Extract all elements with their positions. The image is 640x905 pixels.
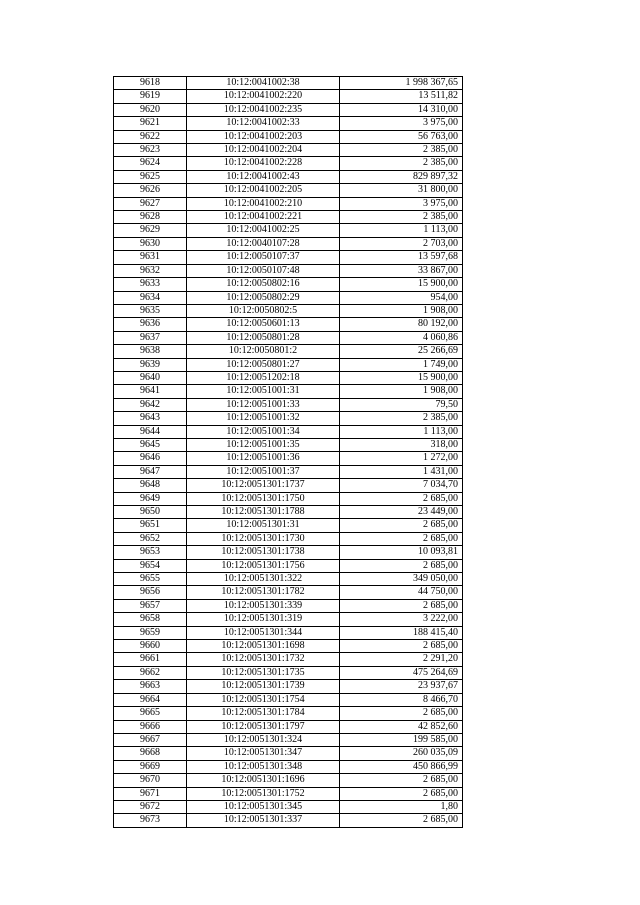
- table-row: [114, 707, 463, 720]
- cadastral-number-cell: 10:12:0051001:37: [187, 465, 340, 478]
- row-number-cell: 9656: [114, 586, 187, 599]
- table-row: [114, 733, 463, 746]
- amount-cell: 15 900,00: [340, 278, 463, 291]
- row-number-cell: 9654: [114, 559, 187, 572]
- row-number-cell: 9668: [114, 747, 187, 760]
- row-number-cell: 9661: [114, 653, 187, 666]
- cadastral-number-cell: 10:12:0041002:38: [187, 77, 340, 90]
- table-row: [114, 720, 463, 733]
- table-row: [114, 506, 463, 519]
- table-row: [114, 814, 463, 827]
- amount-cell: 2 385,00: [340, 144, 463, 157]
- table-row: [114, 224, 463, 237]
- amount-cell: 44 750,00: [340, 586, 463, 599]
- amount-cell: 56 763,00: [340, 130, 463, 143]
- table-row: [114, 90, 463, 103]
- table-row: [114, 787, 463, 800]
- table-row: [114, 385, 463, 398]
- amount-cell: 318,00: [340, 438, 463, 451]
- cadastral-number-cell: 10:12:0051301:1754: [187, 693, 340, 706]
- amount-cell: 2 685,00: [340, 814, 463, 827]
- table-row: [114, 747, 463, 760]
- cadastral-number-cell: 10:12:0041002:33: [187, 117, 340, 130]
- row-number-cell: 9637: [114, 331, 187, 344]
- table-row: [114, 170, 463, 183]
- cadastral-number-cell: 10:12:0051301:1782: [187, 586, 340, 599]
- cadastral-number-cell: 10:12:0051301:1735: [187, 666, 340, 679]
- table-row: [114, 291, 463, 304]
- row-number-cell: 9669: [114, 760, 187, 773]
- table-row: [114, 492, 463, 505]
- cadastral-number-cell: 10:12:0051001:33: [187, 398, 340, 411]
- row-number-cell: 9667: [114, 733, 187, 746]
- table-row: [114, 653, 463, 666]
- cadastral-number-cell: 10:12:0041002:25: [187, 224, 340, 237]
- row-number-cell: 9624: [114, 157, 187, 170]
- row-number-cell: 9643: [114, 412, 187, 425]
- cadastral-number-cell: 10:12:0041002:204: [187, 144, 340, 157]
- cadastral-number-cell: 10:12:0051301:1739: [187, 680, 340, 693]
- cadastral-number-cell: 10:12:0051301:1797: [187, 720, 340, 733]
- row-number-cell: 9672: [114, 800, 187, 813]
- row-number-cell: 9664: [114, 693, 187, 706]
- row-number-cell: 9658: [114, 613, 187, 626]
- cadastral-number-cell: 10:12:0041002:210: [187, 197, 340, 210]
- row-number-cell: 9663: [114, 680, 187, 693]
- amount-cell: 1 272,00: [340, 452, 463, 465]
- table-row: [114, 144, 463, 157]
- table-row: [114, 425, 463, 438]
- amount-cell: 2 685,00: [340, 774, 463, 787]
- row-number-cell: 9619: [114, 90, 187, 103]
- table-row: [114, 398, 463, 411]
- amount-cell: 1 431,00: [340, 465, 463, 478]
- table-row: [114, 412, 463, 425]
- row-number-cell: 9651: [114, 519, 187, 532]
- amount-cell: 2 385,00: [340, 412, 463, 425]
- cadastral-number-cell: 10:12:0051301:348: [187, 760, 340, 773]
- row-number-cell: 9630: [114, 237, 187, 250]
- amount-cell: 7 034,70: [340, 479, 463, 492]
- table-row: [114, 251, 463, 264]
- cadastral-number-cell: 10:12:0050801:27: [187, 358, 340, 371]
- amount-cell: 1 113,00: [340, 224, 463, 237]
- table-row: [114, 532, 463, 545]
- table-row: [114, 278, 463, 291]
- table-row: [114, 774, 463, 787]
- table-row: [114, 358, 463, 371]
- cadastral-number-cell: 10:12:0051301:1788: [187, 506, 340, 519]
- cadastral-number-cell: 10:12:0051301:324: [187, 733, 340, 746]
- amount-cell: 2 685,00: [340, 599, 463, 612]
- row-number-cell: 9631: [114, 251, 187, 264]
- amount-cell: 23 937,67: [340, 680, 463, 693]
- row-number-cell: 9633: [114, 278, 187, 291]
- cadastral-number-cell: 10:12:0041002:43: [187, 170, 340, 183]
- cadastral-number-cell: 10:12:0050802:5: [187, 304, 340, 317]
- amount-cell: 829 897,32: [340, 170, 463, 183]
- cadastral-value-table: [113, 76, 463, 828]
- cadastral-number-cell: 10:12:0050801:2: [187, 345, 340, 358]
- amount-cell: 349 050,00: [340, 573, 463, 586]
- table-row: [114, 304, 463, 317]
- amount-cell: 33 867,00: [340, 264, 463, 277]
- amount-cell: 3 975,00: [340, 117, 463, 130]
- amount-cell: 13 597,68: [340, 251, 463, 264]
- row-number-cell: 9621: [114, 117, 187, 130]
- cadastral-number-cell: 10:12:0051301:1784: [187, 707, 340, 720]
- table-row: [114, 800, 463, 813]
- amount-cell: 1,80: [340, 800, 463, 813]
- row-number-cell: 9618: [114, 77, 187, 90]
- table-row: [114, 599, 463, 612]
- row-number-cell: 9625: [114, 170, 187, 183]
- cadastral-number-cell: 10:12:0051001:35: [187, 438, 340, 451]
- table-row: [114, 479, 463, 492]
- table-row: [114, 452, 463, 465]
- row-number-cell: 9623: [114, 144, 187, 157]
- table-row: [114, 519, 463, 532]
- row-number-cell: 9648: [114, 479, 187, 492]
- row-number-cell: 9629: [114, 224, 187, 237]
- cadastral-number-cell: 10:12:0051001:34: [187, 425, 340, 438]
- table-row: [114, 103, 463, 116]
- cadastral-number-cell: 10:12:0051301:31: [187, 519, 340, 532]
- amount-cell: 25 266,69: [340, 345, 463, 358]
- cadastral-number-cell: 10:12:0051301:347: [187, 747, 340, 760]
- amount-cell: 14 310,00: [340, 103, 463, 116]
- row-number-cell: 9632: [114, 264, 187, 277]
- amount-cell: 3 975,00: [340, 197, 463, 210]
- table-row: [114, 546, 463, 559]
- table-row: [114, 184, 463, 197]
- row-number-cell: 9655: [114, 573, 187, 586]
- table-row: [114, 573, 463, 586]
- cadastral-number-cell: 10:12:0051301:1732: [187, 653, 340, 666]
- cadastral-number-cell: 10:12:0051301:1696: [187, 774, 340, 787]
- table-row: [114, 345, 463, 358]
- cadastral-number-cell: 10:12:0040107:28: [187, 237, 340, 250]
- row-number-cell: 9642: [114, 398, 187, 411]
- table-row: [114, 264, 463, 277]
- row-number-cell: 9671: [114, 787, 187, 800]
- row-number-cell: 9646: [114, 452, 187, 465]
- cadastral-number-cell: 10:12:0050107:48: [187, 264, 340, 277]
- amount-cell: 260 035,09: [340, 747, 463, 760]
- amount-cell: 2 685,00: [340, 640, 463, 653]
- table-row: [114, 130, 463, 143]
- table-row: [114, 197, 463, 210]
- table-row: [114, 117, 463, 130]
- amount-cell: 2 685,00: [340, 707, 463, 720]
- table-row: [114, 640, 463, 653]
- row-number-cell: 9639: [114, 358, 187, 371]
- row-number-cell: 9626: [114, 184, 187, 197]
- cadastral-number-cell: 10:12:0051202:18: [187, 371, 340, 384]
- row-number-cell: 9627: [114, 197, 187, 210]
- cadastral-number-cell: 10:12:0041002:228: [187, 157, 340, 170]
- row-number-cell: 9645: [114, 438, 187, 451]
- amount-cell: 80 192,00: [340, 318, 463, 331]
- cadastral-number-cell: 10:12:0051301:344: [187, 626, 340, 639]
- amount-cell: 13 511,82: [340, 90, 463, 103]
- amount-cell: 4 060,86: [340, 331, 463, 344]
- row-number-cell: 9644: [114, 425, 187, 438]
- cadastral-number-cell: 10:12:0051301:1737: [187, 479, 340, 492]
- amount-cell: 199 585,00: [340, 733, 463, 746]
- amount-cell: 1 908,00: [340, 385, 463, 398]
- cadastral-number-cell: 10:12:0050601:13: [187, 318, 340, 331]
- row-number-cell: 9628: [114, 211, 187, 224]
- amount-cell: 954,00: [340, 291, 463, 304]
- row-number-cell: 9673: [114, 814, 187, 827]
- amount-cell: 3 222,00: [340, 613, 463, 626]
- row-number-cell: 9635: [114, 304, 187, 317]
- cadastral-number-cell: 10:12:0050801:28: [187, 331, 340, 344]
- amount-cell: 2 385,00: [340, 211, 463, 224]
- table-body: [114, 77, 463, 828]
- row-number-cell: 9666: [114, 720, 187, 733]
- table-row: [114, 760, 463, 773]
- cadastral-number-cell: 10:12:0051301:1738: [187, 546, 340, 559]
- row-number-cell: 9636: [114, 318, 187, 331]
- amount-cell: 23 449,00: [340, 506, 463, 519]
- amount-cell: 2 385,00: [340, 157, 463, 170]
- amount-cell: 2 685,00: [340, 519, 463, 532]
- row-number-cell: 9652: [114, 532, 187, 545]
- amount-cell: 2 685,00: [340, 532, 463, 545]
- row-number-cell: 9640: [114, 371, 187, 384]
- amount-cell: 10 093,81: [340, 546, 463, 559]
- table-row: [114, 626, 463, 639]
- cadastral-number-cell: 10:12:0041002:235: [187, 103, 340, 116]
- cadastral-number-cell: 10:12:0041002:205: [187, 184, 340, 197]
- table-row: [114, 438, 463, 451]
- row-number-cell: 9649: [114, 492, 187, 505]
- amount-cell: 2 685,00: [340, 787, 463, 800]
- cadastral-number-cell: 10:12:0051301:345: [187, 800, 340, 813]
- row-number-cell: 9647: [114, 465, 187, 478]
- amount-cell: 1 749,00: [340, 358, 463, 371]
- amount-cell: 79,50: [340, 398, 463, 411]
- row-number-cell: 9665: [114, 707, 187, 720]
- amount-cell: 450 866,99: [340, 760, 463, 773]
- cadastral-number-cell: 10:12:0051301:337: [187, 814, 340, 827]
- amount-cell: 15 900,00: [340, 371, 463, 384]
- amount-cell: 8 466,70: [340, 693, 463, 706]
- amount-cell: 2 291,20: [340, 653, 463, 666]
- cadastral-number-cell: 10:12:0041002:221: [187, 211, 340, 224]
- table-row: [114, 613, 463, 626]
- cadastral-number-cell: 10:12:0050107:37: [187, 251, 340, 264]
- table-row: [114, 559, 463, 572]
- amount-cell: 475 264,69: [340, 666, 463, 679]
- table-row: [114, 318, 463, 331]
- table-row: [114, 331, 463, 344]
- row-number-cell: 9670: [114, 774, 187, 787]
- amount-cell: 2 685,00: [340, 559, 463, 572]
- row-number-cell: 9660: [114, 640, 187, 653]
- amount-cell: 188 415,40: [340, 626, 463, 639]
- row-number-cell: 9641: [114, 385, 187, 398]
- row-number-cell: 9622: [114, 130, 187, 143]
- row-number-cell: 9662: [114, 666, 187, 679]
- cadastral-number-cell: 10:12:0051301:1752: [187, 787, 340, 800]
- cadastral-number-cell: 10:12:0051301:322: [187, 573, 340, 586]
- table-row: [114, 666, 463, 679]
- table-row: [114, 157, 463, 170]
- table-row: [114, 693, 463, 706]
- cadastral-number-cell: 10:12:0050802:29: [187, 291, 340, 304]
- table-row: [114, 77, 463, 90]
- cadastral-number-cell: 10:12:0051001:31: [187, 385, 340, 398]
- cadastral-number-cell: 10:12:0041002:203: [187, 130, 340, 143]
- cadastral-number-cell: 10:12:0051301:1750: [187, 492, 340, 505]
- cadastral-number-cell: 10:12:0051301:1698: [187, 640, 340, 653]
- row-number-cell: 9650: [114, 506, 187, 519]
- amount-cell: 42 852,60: [340, 720, 463, 733]
- table-row: [114, 465, 463, 478]
- table-row: [114, 680, 463, 693]
- cadastral-number-cell: 10:12:0051001:32: [187, 412, 340, 425]
- cadastral-number-cell: 10:12:0051301:339: [187, 599, 340, 612]
- row-number-cell: 9638: [114, 345, 187, 358]
- row-number-cell: 9653: [114, 546, 187, 559]
- amount-cell: 1 998 367,65: [340, 77, 463, 90]
- amount-cell: 2 703,00: [340, 237, 463, 250]
- row-number-cell: 9659: [114, 626, 187, 639]
- table-row: [114, 237, 463, 250]
- cadastral-number-cell: 10:12:0041002:220: [187, 90, 340, 103]
- amount-cell: 31 800,00: [340, 184, 463, 197]
- cadastral-number-cell: 10:12:0051001:36: [187, 452, 340, 465]
- table-row: [114, 586, 463, 599]
- row-number-cell: 9620: [114, 103, 187, 116]
- cadastral-number-cell: 10:12:0050802:16: [187, 278, 340, 291]
- amount-cell: 2 685,00: [340, 492, 463, 505]
- table-row: [114, 371, 463, 384]
- cadastral-number-cell: 10:12:0051301:1756: [187, 559, 340, 572]
- cadastral-number-cell: 10:12:0051301:319: [187, 613, 340, 626]
- cadastral-number-cell: 10:12:0051301:1730: [187, 532, 340, 545]
- row-number-cell: 9657: [114, 599, 187, 612]
- amount-cell: 1 908,00: [340, 304, 463, 317]
- row-number-cell: 9634: [114, 291, 187, 304]
- table-row: [114, 211, 463, 224]
- amount-cell: 1 113,00: [340, 425, 463, 438]
